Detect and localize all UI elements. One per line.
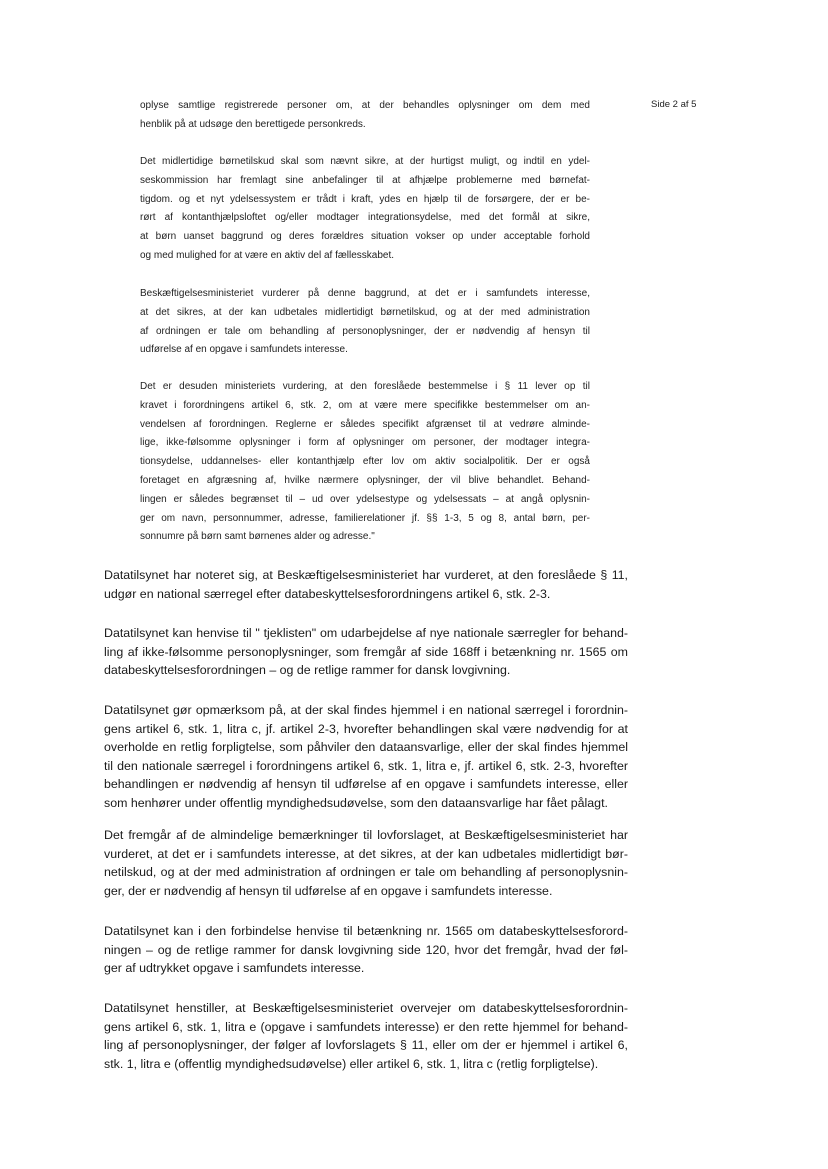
quote-line: at børn uanset baggrund og deres forældres situation vokser op under acceptable forhold: [140, 231, 590, 243]
quote-line: rørt af kontanthjælpsloftet og/eller modtager integrationsydelse, med det formål at sikre,: [140, 212, 590, 224]
body-paragraph-4: [104, 826, 628, 900]
body-line: ling af ikke-følsomme personoplysninger, som fremgår af side 168ff i betænkning nr. 1565 om: [104, 644, 628, 659]
quoted-paragraph-1: [140, 97, 590, 135]
body-line: ningen – og de retlige rammer for dansk lovgivning side 120, hvor det fremgår, hvad der føl-: [104, 942, 628, 957]
quoted-paragraph-3: [140, 285, 590, 360]
quote-line: Det er desuden ministeriets vurdering, at den foreslåede bestemmelse i § 11 lever op til: [140, 381, 590, 392]
body-line: Datatilsynet kan henvise til " tjeklisten" om udarbejdelse af nye nationale særregler for behand-: [104, 626, 628, 640]
quote-line: vendelsen af forordningen. Reglerne er således specifikt afgrænset til at vedrøre alminde-: [140, 418, 590, 430]
quote-line: at det sikres, at der kan udbetales midlertidigt børnetilskud, og at der med administration: [140, 306, 590, 318]
quote-line: seskommission har fremlagt sine anbefalinger til at afhjælpe problemerne med børnefat-: [140, 174, 590, 186]
quote-line: Det midlertidige børnetilskud skal som nævnt sikre, at der hurtigst muligt, og indtil en ydel-: [140, 156, 590, 167]
quote-line: oplyse samtlige registrerede personer om, at der behandles oplysninger om dem med: [140, 100, 590, 111]
body-line: Datatilsynet henstiller, at Beskæftigelsesministeriet overvejer om databeskyttelsesforordnin-: [104, 1001, 628, 1015]
body-line: databeskyttelsesforordningen – og de retlige rammer for dansk lovgivning.: [104, 663, 511, 678]
page-number: Side 2 af 5: [651, 99, 697, 110]
quote-line: kravet i forordningens artikel 6, stk. 2, om at være mere specifikke bestemmelser om an-: [140, 399, 590, 411]
body-line: udgør en national særregel efter databeskyttelsesforordningens artikel 6, stk. 2-3.: [104, 586, 551, 601]
body-line: gens artikel 6, stk. 1, litra e (opgave i samfundets interesse) er den rette hjemmel for behand-: [104, 1019, 628, 1034]
body-line: ger af udtrykket opgave i samfundets interesse.: [104, 961, 365, 976]
body-line: netilskud, og at der med administration af ordningen er tale om behandling af personoplysnin-: [104, 865, 628, 880]
body-line: til den nationale særregel i forordningens artikel 6, stk. 1, litra e, jf. artikel 6, stk. 2-3, hvorefter: [104, 758, 628, 773]
body-line: behandlingen er nødvendig af hensyn til udførelse af en opgave i samfundets interesse, eller: [104, 777, 628, 792]
body-paragraph-2: [104, 624, 628, 680]
quote-line: af ordningen er tale om behandling af personoplysninger, der er nødvendig af hensyn til: [140, 325, 590, 337]
body-line: stk. 1, litra e (offentlig myndighedsudøvelse) eller artikel 6, stk. 1, litra c (retlig forpligtelse).: [104, 1056, 599, 1071]
body-line: Datatilsynet har noteret sig, at Beskæftigelsesministeriet har vurderet, at den foreslåede § 11,: [104, 568, 628, 582]
quote-line: tionsydelse, uddannelses- eller kontanthjælp efter lov om aktiv socialpolitik. Der er også: [140, 456, 590, 468]
body-paragraph-3: [104, 701, 628, 813]
body-line: vurderet, at det er i samfundets interesse, at det sikres, at der kan udbetales midlertidigt bør-: [104, 846, 628, 861]
quoted-paragraph-2: [140, 153, 590, 266]
quote-line: sonnumre på børn samt børnenes alder og adresse.": [140, 531, 375, 543]
body-line: overholde en retlig forpligtelse, som påhviler den dataansvarlige, eller der skal findes hjemmel: [104, 740, 628, 755]
quote-line: udførelse af en opgave i samfundets interesse.: [140, 344, 348, 356]
body-paragraph-1: [104, 566, 628, 603]
quote-line: tigdom. og et nyt ydelsessystem er trådt i kraft, ydes en hjælp til de forsørgere, der er be-: [140, 193, 590, 205]
quote-line: henblik på at udsøge den berettigede personkreds.: [140, 118, 366, 130]
body-paragraph-5: [104, 922, 628, 978]
quote-line: og med mulighed for at være en aktiv del af fællesskabet.: [140, 249, 395, 261]
quote-line: lingen er således begrænset til – ud over ydelsestype og ydelsessats – at angå oplysnin-: [140, 493, 590, 505]
quote-line: ger om navn, personnummer, adresse, familierelationer jf. §§ 1-3, 5 og 8, antal børn, per-: [140, 512, 590, 524]
body-line: gens artikel 6, stk. 1, litra c, jf. artikel 2-3, hvorefter behandlingen skal være nødvendig for at: [104, 721, 628, 736]
body-paragraph-6: [104, 999, 628, 1073]
quote-line: foretaget en afgræsning af, hvilke nærmere oplysninger, der vil blive behandlet. Behand-: [140, 474, 590, 486]
body-line: som henhører under offentlig myndighedsudøvelse, som den dataansvarlige har fået pålagt.: [104, 795, 608, 810]
body-line: Datatilsynet gør opmærksom på, at der skal findes hjemmel i en national særregel i forordnin-: [104, 703, 628, 717]
body-line: Det fremgår af de almindelige bemærkninger til lovforslaget, at Beskæftigelsesministeriet har: [104, 828, 628, 842]
body-line: ger, der er nødvendig af hensyn til udførelse af en opgave i samfundets interesse.: [104, 883, 553, 898]
quoted-paragraph-4: [140, 378, 590, 547]
body-line: Datatilsynet kan i den forbindelse henvise til betænkning nr. 1565 om databeskyttelsesforord-: [104, 924, 628, 938]
body-line: ling af personoplysninger, der følger af lovforslagets § 11, eller om der er hjemmel i artikel 6,: [104, 1038, 628, 1053]
quote-line: Beskæftigelsesministeriet vurderer på denne baggrund, at det er i samfundets interesse,: [140, 288, 590, 299]
quote-line: lige, ikke-følsomme oplysninger i form af oplysninger om personer, der modtager integra-: [140, 437, 590, 449]
